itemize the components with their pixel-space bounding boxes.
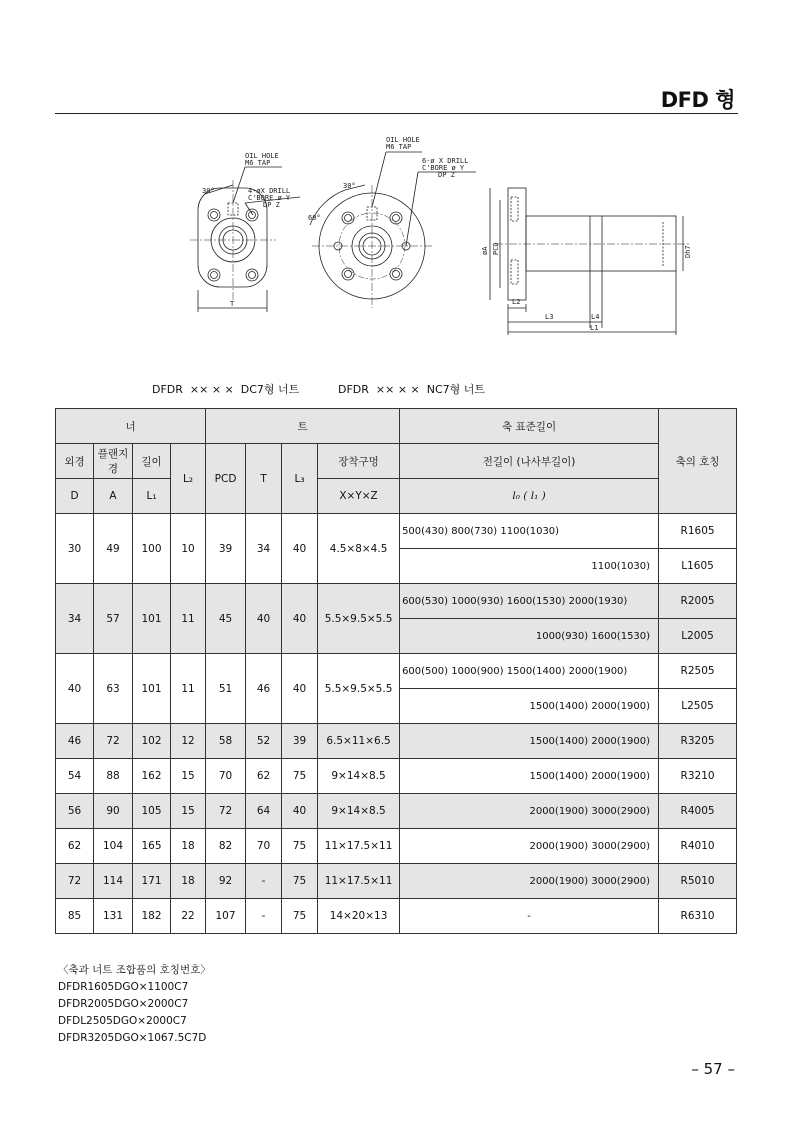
length-symbol: l₀ ( l₁ ) — [400, 479, 659, 514]
cell-shaft-length: 2000(1900) 3000(2900) — [400, 794, 659, 829]
caption-nc7-line1: DFDR ×× × × NC7형 너트 — [338, 383, 486, 396]
cell-d: 72 — [56, 864, 94, 899]
cell-t: - — [246, 864, 282, 899]
cell-l2: 18 — [171, 829, 206, 864]
cell-t: 46 — [246, 654, 282, 724]
cell-l1: 101 — [133, 584, 171, 654]
cell-d: 34 — [56, 584, 94, 654]
oil-hole-label-mid: OIL HOLE — [386, 136, 420, 144]
l3-label: L3 — [545, 313, 554, 321]
cell-shaft-name: R2005 — [659, 584, 737, 619]
cell-t: 64 — [246, 794, 282, 829]
cell-shaft-length: 2000(1900) 3000(2900) — [400, 864, 659, 899]
cell-l2: 15 — [171, 759, 206, 794]
cell-l1: 182 — [133, 899, 171, 934]
table-row — [56, 794, 737, 829]
table-row — [56, 724, 737, 759]
cell-shaft-name: R6310 — [659, 899, 737, 934]
tap-label-left: M6 TAP — [245, 159, 271, 167]
cell-xyz: 11×17.5×11 — [318, 829, 400, 864]
cell-d: 46 — [56, 724, 94, 759]
cell-t: 70 — [246, 829, 282, 864]
length-label: 전길이 (나사부길이) — [400, 444, 659, 479]
table-symbol-row — [56, 479, 737, 514]
page-number: – 57 – — [691, 1060, 735, 1078]
cell-shaft-name: R1605 — [659, 514, 737, 549]
cell-shaft-length: 1500(1400) 2000(1900) — [400, 759, 659, 794]
cell-d: 85 — [56, 899, 94, 934]
shaft-name-header: 축의 호칭 — [659, 409, 737, 514]
cell-shaft-name: R3210 — [659, 759, 737, 794]
cell-pcd: 72 — [206, 794, 246, 829]
cell-t: 40 — [246, 584, 282, 654]
cell-shaft-length: 1100(1030) — [400, 549, 659, 584]
notes-heading: 〈축과 너트 조합품의 호칭번호〉 — [58, 964, 211, 976]
cell-pcd: 51 — [206, 654, 246, 724]
cell-shaft-name: R3205 — [659, 724, 737, 759]
table-row — [56, 514, 737, 549]
drill-label-left: 4-øX DRILL — [248, 187, 291, 195]
cell-l1: 165 — [133, 829, 171, 864]
t-dimension-label: T — [230, 300, 235, 308]
cell-pcd: 107 — [206, 899, 246, 934]
cell-shaft-name: L2005 — [659, 619, 737, 654]
cell-l1: 105 — [133, 794, 171, 829]
cell-shaft-length: 1500(1400) 2000(1900) — [400, 689, 659, 724]
cbore-label-left: C'BORE ø Y — [248, 194, 291, 202]
cell-pcd: 39 — [206, 514, 246, 584]
col-symbol: A — [94, 479, 133, 514]
cell-shaft-length: 1000(930) 1600(1530) — [400, 619, 659, 654]
col-symbol: T — [246, 444, 282, 514]
nut-header-right: 트 — [206, 409, 400, 444]
l2-label: L2 — [512, 298, 521, 306]
cell-shaft-name: R2505 — [659, 654, 737, 689]
cell-shaft-length: 600(500) 1000(900) 1500(1400) 2000(1900) — [400, 654, 659, 689]
cell-pcd: 70 — [206, 759, 246, 794]
l1-label: L1 — [590, 324, 599, 332]
page-title: DFD 형 — [660, 88, 735, 112]
cell-shaft-name: R4005 — [659, 794, 737, 829]
cell-shaft-name: R4010 — [659, 829, 737, 864]
col-label: 외경 — [56, 444, 94, 479]
phi-a-label: øA — [481, 246, 489, 255]
cell-t: 62 — [246, 759, 282, 794]
nut-technical-drawing — [150, 130, 710, 345]
col-symbol: PCD — [206, 444, 246, 514]
cell-t: 52 — [246, 724, 282, 759]
cell-pcd: 92 — [206, 864, 246, 899]
cell-l2: 11 — [171, 654, 206, 724]
cell-l3: 40 — [282, 514, 318, 584]
cell-l2: 10 — [171, 514, 206, 584]
notes — [58, 962, 211, 1047]
note-line: DFDR3205DGO×1067.5C7D — [58, 1032, 207, 1044]
header-rule — [55, 113, 738, 114]
dp-label-left: DP Z — [263, 201, 280, 209]
cell-pcd: 82 — [206, 829, 246, 864]
shaft-length-header: 축 표준길이 — [400, 409, 659, 444]
table-row — [56, 584, 737, 619]
cell-l3: 39 — [282, 724, 318, 759]
cell-l2: 18 — [171, 864, 206, 899]
cell-a: 88 — [94, 759, 133, 794]
cell-xyz: 14×20×13 — [318, 899, 400, 934]
cell-a: 131 — [94, 899, 133, 934]
pcd-label: PCD — [492, 242, 500, 255]
dh7-label: Dh7 — [684, 245, 692, 258]
l4-label: L4 — [591, 313, 600, 321]
dc7-front-view — [190, 152, 300, 312]
table-row — [56, 759, 737, 794]
cell-l2: 22 — [171, 899, 206, 934]
cell-d: 56 — [56, 794, 94, 829]
cell-a: 114 — [94, 864, 133, 899]
angle-label-mid1: 30° — [343, 182, 356, 190]
cell-l1: 102 — [133, 724, 171, 759]
cell-xyz: 9×14×8.5 — [318, 794, 400, 829]
spec-table — [55, 408, 737, 934]
oil-hole-label-left: OIL HOLE — [245, 152, 279, 160]
cell-a: 63 — [94, 654, 133, 724]
cell-pcd: 58 — [206, 724, 246, 759]
cell-shaft-length: - — [400, 899, 659, 934]
cell-d: 54 — [56, 759, 94, 794]
cell-pcd: 45 — [206, 584, 246, 654]
cell-shaft-length: 500(430) 800(730) 1100(1030) — [400, 514, 659, 549]
cell-shaft-name: R5010 — [659, 864, 737, 899]
cell-l3: 75 — [282, 829, 318, 864]
drill-label-mid: 6-ø X DRILL — [422, 157, 469, 165]
cell-t: - — [246, 899, 282, 934]
cell-l3: 40 — [282, 794, 318, 829]
cell-l1: 100 — [133, 514, 171, 584]
table-row — [56, 654, 737, 689]
cell-l3: 40 — [282, 654, 318, 724]
col-label: 플랜지경 — [94, 444, 133, 479]
col-symbol: D — [56, 479, 94, 514]
cell-xyz: 6.5×11×6.5 — [318, 724, 400, 759]
angle-label-mid2: 60° — [308, 214, 321, 222]
cell-l2: 15 — [171, 794, 206, 829]
note-line: DFDR2005DGO×2000C7 — [58, 998, 189, 1010]
cell-l3: 75 — [282, 899, 318, 934]
col-label: 길이 — [133, 444, 171, 479]
table-label-row — [56, 444, 737, 479]
caption-dc7-line1: DFDR ×× × × DC7형 너트 — [152, 383, 300, 396]
cell-shaft-name: L1605 — [659, 549, 737, 584]
cell-d: 62 — [56, 829, 94, 864]
cell-xyz: 4.5×8×4.5 — [318, 514, 400, 584]
note-line: DFDL2505DGO×2000C7 — [58, 1015, 187, 1027]
cell-xyz: 9×14×8.5 — [318, 759, 400, 794]
nut-header-left: 너 — [56, 409, 206, 444]
cell-shaft-length: 600(530) 1000(930) 1600(1530) 2000(1930) — [400, 584, 659, 619]
col-label: 장착구멍 — [318, 444, 400, 479]
cell-l3: 75 — [282, 864, 318, 899]
table-header-row — [56, 409, 737, 444]
cell-l2: 11 — [171, 584, 206, 654]
cell-l1: 171 — [133, 864, 171, 899]
table-row — [56, 899, 737, 934]
cell-xyz: 11×17.5×11 — [318, 864, 400, 899]
cbore-label-mid: C'BORE ø Y — [422, 164, 465, 172]
cell-shaft-length: 1500(1400) 2000(1900) — [400, 724, 659, 759]
col-symbol: X×Y×Z — [318, 479, 400, 514]
cell-xyz: 5.5×9.5×5.5 — [318, 584, 400, 654]
cell-shaft-length: 2000(1900) 3000(2900) — [400, 829, 659, 864]
angle-label-left: 30° — [202, 187, 215, 195]
cell-a: 72 — [94, 724, 133, 759]
cell-a: 90 — [94, 794, 133, 829]
cell-shaft-name: L2505 — [659, 689, 737, 724]
cell-a: 57 — [94, 584, 133, 654]
nc7-front-view — [308, 136, 476, 308]
col-symbol: L₂ — [171, 444, 206, 514]
cell-l3: 75 — [282, 759, 318, 794]
side-view — [481, 188, 692, 335]
note-line: DFDR1605DGO×1100C7 — [58, 981, 189, 993]
tap-label-mid: M6 TAP — [386, 143, 412, 151]
cell-l2: 12 — [171, 724, 206, 759]
table-row — [56, 829, 737, 864]
cell-l1: 101 — [133, 654, 171, 724]
table-row — [56, 864, 737, 899]
cell-a: 49 — [94, 514, 133, 584]
cell-l1: 162 — [133, 759, 171, 794]
cell-d: 40 — [56, 654, 94, 724]
col-symbol: L₃ — [282, 444, 318, 514]
cell-l3: 40 — [282, 584, 318, 654]
cell-t: 34 — [246, 514, 282, 584]
cell-d: 30 — [56, 514, 94, 584]
dp-label-mid: DP Z — [438, 171, 455, 179]
cell-a: 104 — [94, 829, 133, 864]
cell-xyz: 5.5×9.5×5.5 — [318, 654, 400, 724]
col-symbol: L₁ — [133, 479, 171, 514]
